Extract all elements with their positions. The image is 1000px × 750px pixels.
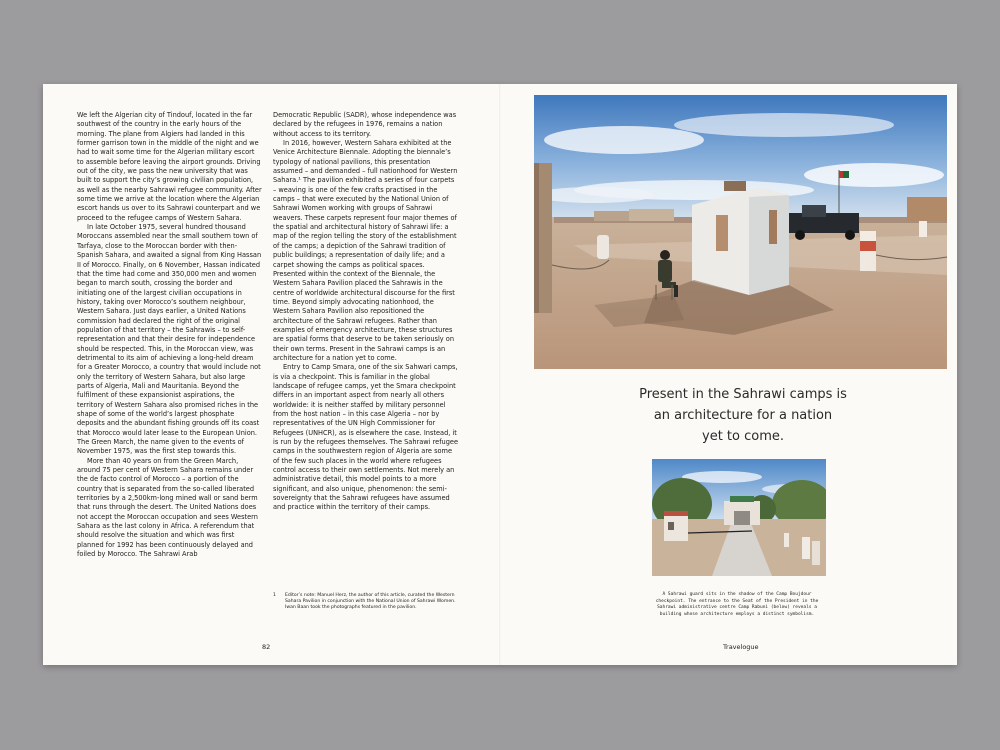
photo-caption <box>637 592 837 618</box>
page-number: 82 <box>262 643 271 651</box>
pull-quote <box>608 384 878 447</box>
caption-line: building whose architecture employs a distinct symbolism. <box>659 611 815 617</box>
paragraph: In 2016, however, Western Sahara exhibited at the Venice Architecture Biennale. Adopting the biennale’s typology of national pavilions, this presentation assumed – and demanded – full nationhood for Western Sahara.¹ The pavilion exhibited a series of four carpets – weaving is one of the few crafts practised in the camps – that were executed by the National Union of Sahrawi Women working with groups of Sahrawi weavers. These carpets represent four major themes of the spatial and architectural history of Sahrawi life: a map of the region telling the story of the establishment of the camps; a depiction of the Sahrawi tradition of public buildings; a representation of daily life; and a carpet showing the camps as political spaces. Presented within the context of the Biennale, the Western Sahara Pavilion placed the Sahrawis in the centre of worldwide architectural discourse for the first time. Beyond simply advocating nationhood, the Western Sahara Pavilion also repositioned the architecture of the Sahrawi refugees. Rather than examples of emergency architecture, these structures are spatial forms that deserve to be taken seriously on their own terms. Present in the Sahrawi camps is an architecture for a nation yet to come. <box>273 139 458 362</box>
page-gutter <box>499 84 501 665</box>
caption-line: checkpoint. The entrance to the Seat of the President in the <box>655 598 819 604</box>
paragraph: In late October 1975, several hundred thousand Moroccans assembled near the small southern town of Tarfaya, close to the Moroccan border with then-Spanish Sahara, and awaited a signal from King Hassan II of Morocco. Finally, on 6 November, Hassan indicated that the time had come and 350,000 men and women began to march south, crossing the border and initiating one of the largest civilian occupations in history, taking over Morocco’s southern neighbour, Western Sahara. Just days earlier, a United Nations commission had declared the right of the original population of that territory – the Sahrawis – to self-representation and that their desire for independence should be respected. This, in the Moroccan view, was detrimental to its aim of achieving a long-held dream for a Greater Morocco, a country that would include not only the territory of Western Sahara, but also large parts of Algeria, Mali and Mauritania. Beyond the fulfilment of these expansionist aspirations, the territory of Western Sahara also promised riches in the shape of some of the world’s largest phosphate deposits and the abundant fishing grounds off its coast that Morocco would later lease to the European Union. The Green March, the name given to the events of November 1975, was the first step towards this. <box>77 223 262 456</box>
text-column-1 <box>77 111 262 560</box>
caption-line: A Sahrawi guard sits in the shadow of the Camp Boujdour <box>662 592 812 597</box>
presidential-seat-photo <box>652 459 826 576</box>
presidential-seat-illustration <box>652 459 826 576</box>
checkpoint-illustration <box>534 95 947 369</box>
paragraph: Democratic Republic (SADR), whose independence was declared by the refugees in 1976, remains a nation without access to its territory. <box>273 111 457 138</box>
footnote-number: 1 <box>273 593 276 598</box>
footnote <box>273 593 458 612</box>
caption-line: Sahrawi administrative centre Camp Rabuni (below) reveals a <box>657 605 817 611</box>
paragraph: Entry to Camp Smara, one of the six Sahwari camps, is via a checkpoint. This is familiar in the global landscape of refugee camps, yet the Smara checkpoint differs in an important aspect from nearly all others worldwide: it is neither staffed by military personnel from the host nation – in this case Algeria – nor by representatives of the UN High Commissioner for Refugees (UNHCR), as is elsewhere the case. Instead, it is run by the refugees themselves. The Sahrawi refugee camps in the southwestern region of Algeria are some of the few such places in the world where refugees control access to their own settlements. Not merely an administrative detail, this model points to a more significant, and also unique, phenomenon: the semi-sovereignty that the Sahrawi refugees have assumed and practice within the territory of their camps. <box>273 363 458 512</box>
checkpoint-photo <box>534 95 947 369</box>
magazine-spread <box>43 84 957 665</box>
pull-quote-line: Present in the Sahrawi camps is <box>639 387 847 402</box>
running-footer: Travelogue <box>723 643 759 651</box>
pull-quote-line: yet to come. <box>702 429 784 444</box>
pull-quote-line: an architecture for a nation <box>653 408 833 423</box>
paragraph: More than 40 years on from the Green March, around 75 per cent of Western Sahara remains under the de facto control of Morocco – a portion of the country that is separated from the so-called liberated territories by a 2,500km-long mined wall or sand berm that runs through the desert. The United Nations does not accept the Moroccan occupation and sees Western Sahara as the last colony in Africa. A referendum that should resolve the situation and which was first planned for 1992 has been continuously delayed and foiled by Morocco. The Sahrawi Arab <box>77 456 258 559</box>
footnote-text: Editor’s note: Manuel Herz, the author of this article, curated the Western Sahara Pavilion in conjunction with the National Union of Sahrawi Women. Iwan Baan took the photographs featured in the pavilion. <box>285 593 456 611</box>
text-column-2 <box>273 111 458 513</box>
paragraph: We left the Algerian city of Tindouf, located in the far southwest of the country in the early hours of the morning. The plane from Algiers had landed in this former garrison town in the middle of the night and we had to wait some time for the Algerian military escort to assemble before leaving the airport grounds. Driving out of the city, we pass the new university that was built to support the city’s growing civilian population, as well as the nearby Sahrawi refugee community. After some time we arrive at the location where the Algerian escort hands us over to its Sahrawi counterpart and we proceed to the refugee camps of Western Sahara. <box>77 111 262 222</box>
